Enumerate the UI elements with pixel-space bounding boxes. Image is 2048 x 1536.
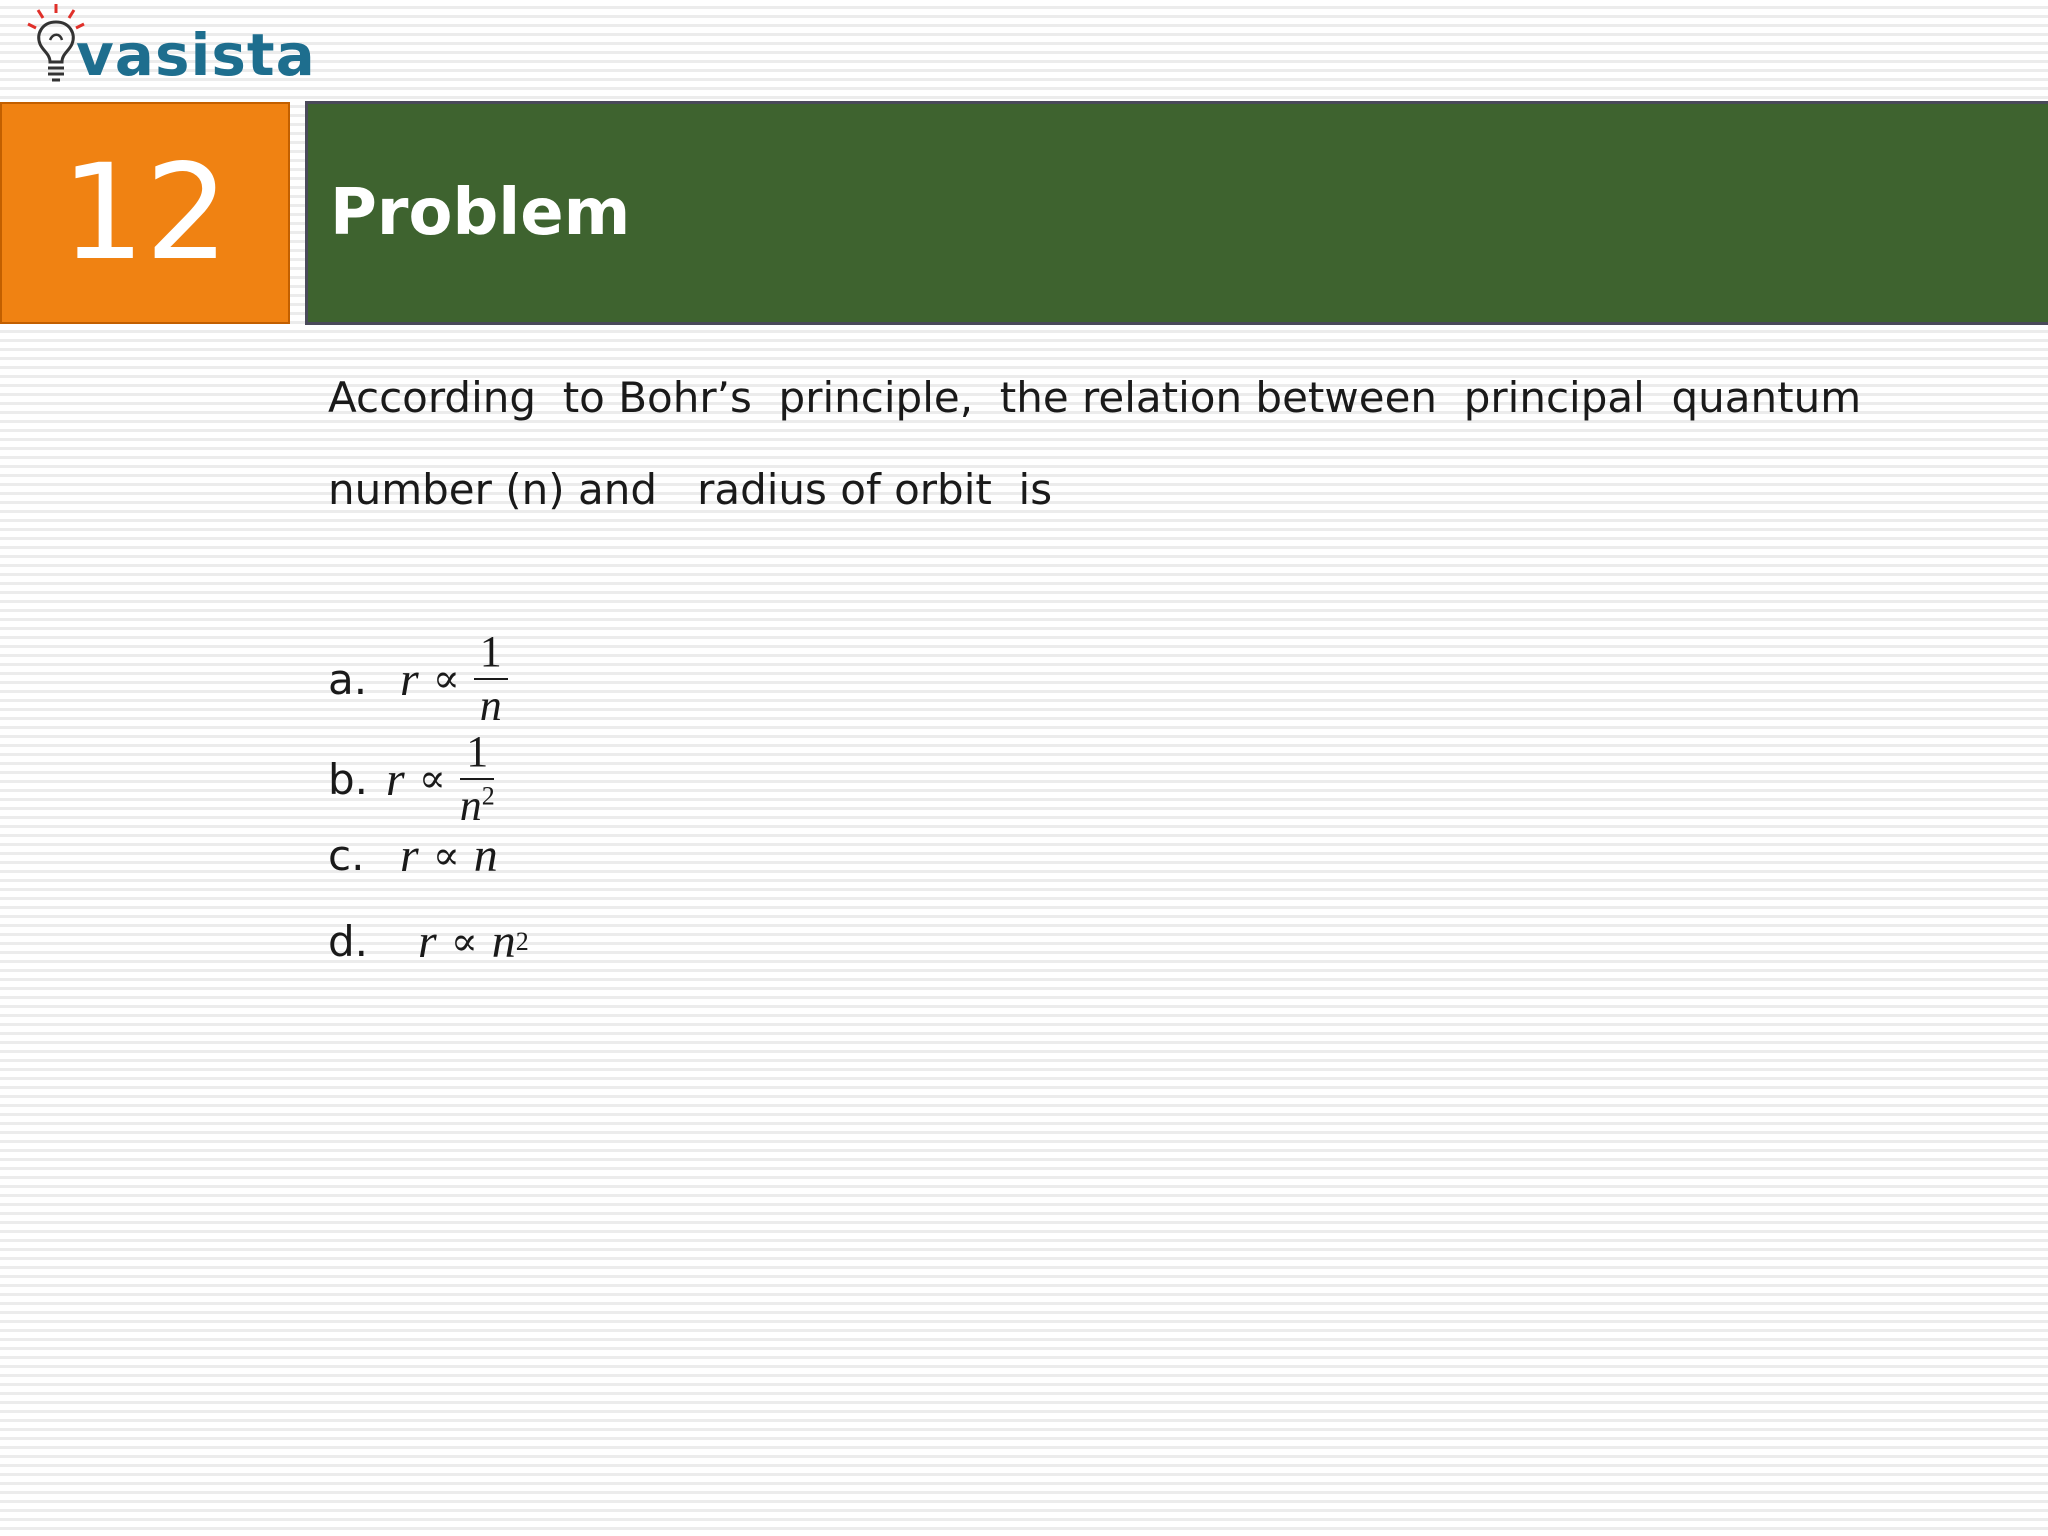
denominator-exponent: 2 bbox=[481, 781, 495, 811]
question-text bbox=[328, 352, 1888, 536]
denominator-base: n bbox=[459, 781, 482, 830]
fraction-numerator: 1 bbox=[460, 730, 494, 780]
option-a-formula bbox=[400, 627, 508, 730]
proportional-symbol: ∝ bbox=[450, 918, 478, 965]
question-line-1: According to Bohr’s principle, the relation between principal quantum bbox=[328, 373, 1862, 422]
fraction bbox=[474, 627, 508, 730]
option-a[interactable] bbox=[328, 627, 508, 730]
logo-text: vasista bbox=[76, 21, 316, 89]
option-label: b. bbox=[328, 754, 369, 804]
proportional-symbol: ∝ bbox=[432, 656, 460, 702]
fraction-denominator: n bbox=[479, 681, 502, 730]
slide-number: 12 bbox=[61, 136, 229, 290]
formula-lhs: r bbox=[400, 829, 419, 882]
slide-number-box bbox=[0, 102, 290, 324]
fraction-numerator: 1 bbox=[474, 630, 508, 680]
option-b[interactable] bbox=[328, 727, 495, 830]
fraction-denominator bbox=[460, 780, 495, 828]
option-c-formula bbox=[400, 828, 498, 883]
option-b-formula bbox=[386, 727, 495, 830]
formula-rhs: n bbox=[491, 915, 516, 968]
option-c[interactable] bbox=[328, 828, 498, 883]
vasista-logo bbox=[20, 0, 316, 98]
formula-lhs: r bbox=[418, 915, 437, 968]
option-label: c. bbox=[328, 831, 365, 880]
slide-title: Problem bbox=[330, 176, 631, 250]
option-label: a. bbox=[328, 654, 368, 704]
formula-lhs: r bbox=[400, 652, 419, 706]
option-d[interactable] bbox=[328, 914, 529, 969]
fraction bbox=[459, 727, 495, 830]
proportional-symbol: ∝ bbox=[418, 756, 446, 802]
proportional-symbol: ∝ bbox=[432, 832, 460, 879]
option-label: d. bbox=[328, 917, 369, 966]
formula-rhs: n bbox=[473, 829, 498, 882]
question-line-2: number (n) and radius of orbit is bbox=[328, 465, 1053, 514]
formula-lhs: r bbox=[386, 752, 405, 806]
option-d-formula: r ∝ n 2 bbox=[418, 915, 529, 968]
title-bar bbox=[305, 101, 2048, 325]
